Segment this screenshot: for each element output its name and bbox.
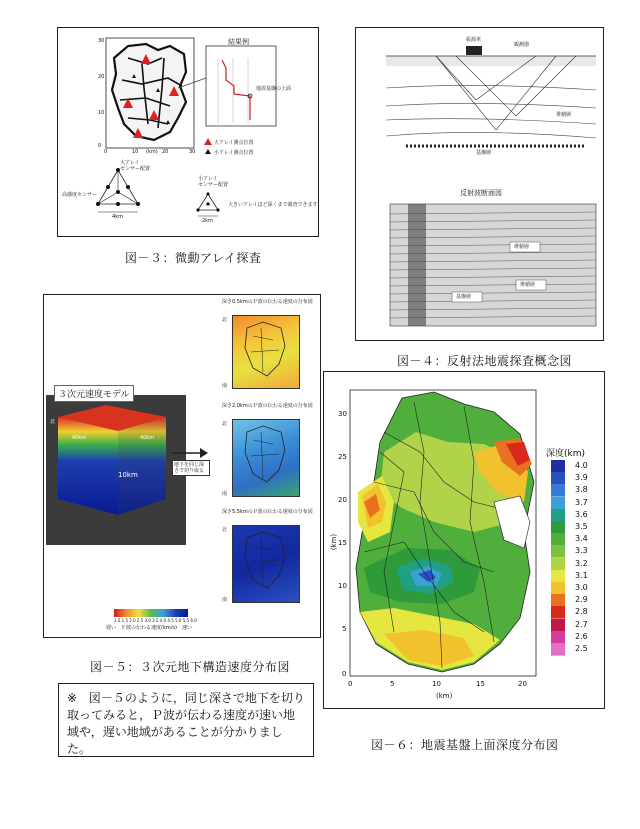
- fig3-large-array-label: 大アレイ センサー配置: [120, 160, 151, 172]
- fig5-map1: [232, 315, 300, 389]
- legend-swatch: [551, 594, 565, 607]
- fig3-small-array-label: 小アレイ センサー配置: [198, 176, 229, 188]
- fig6-legend: [551, 460, 606, 660]
- legend-swatch: [551, 570, 565, 583]
- fig6-caption: 図－６：地震基盤上面深度分布図: [371, 738, 559, 752]
- fig5-south-2: 南: [222, 491, 228, 497]
- legend-label: 3.5: [575, 522, 588, 531]
- fig4-layer1: 堆積層: [556, 112, 572, 118]
- legend-label: 3.3: [575, 546, 588, 556]
- legend-label: 2.6: [575, 631, 588, 641]
- legend-swatch: [551, 484, 565, 497]
- fig3-tick-y3: 30: [98, 38, 105, 44]
- legend-swatch: [551, 558, 565, 571]
- fig5-cut-label: 地下を同じ深さで切り取る: [172, 460, 210, 476]
- fig5-depth-label: 10km: [118, 471, 138, 479]
- fig5-north-1: 北: [222, 317, 228, 323]
- fig6-ytick-25: 25: [338, 453, 347, 461]
- fig5-map3-title: 深さ5.5kmのＰ波の伝わる速度の分布図: [222, 509, 313, 515]
- fig5-scale-label: 遅い Ｐ波の伝わる速度(km/s) 速い: [106, 625, 192, 631]
- legend-swatch: [551, 521, 565, 534]
- fig6-xtick-0: 0: [348, 680, 353, 688]
- fig4-section-title: 反射波断面図: [460, 189, 502, 197]
- legend-label: 3.7: [575, 497, 588, 507]
- fig3-tick-x1: 10: [132, 149, 139, 155]
- fig3-legend-large: 大アレイ測点位置: [214, 140, 254, 146]
- legend-swatch: [551, 619, 565, 632]
- fig5-caption: 図－５：３次元地下構造速度分布図: [90, 660, 291, 674]
- legend-label: 2.9: [575, 595, 588, 605]
- fig5-map2-title: 深さ2.0kmのＰ波の伝わる速度の分布図: [222, 403, 313, 409]
- fig5-north-2: 北: [222, 421, 228, 427]
- legend-swatch: [551, 533, 565, 546]
- fig3-legend-small: 小アレイ測点位置: [214, 150, 254, 156]
- fig3-note: 大きいアレイほど深くまで調査できます: [228, 202, 318, 208]
- fig3-center-label: 高感度センサー: [62, 192, 98, 198]
- fig4-layer2: 基盤層: [476, 150, 492, 156]
- legend-label: 3.6: [575, 509, 588, 519]
- legend-label: 3.4: [575, 534, 588, 544]
- fig4-sec-label1: 堆積層: [514, 244, 530, 250]
- legend-swatch: [551, 472, 565, 485]
- legend-label: 2.5: [575, 644, 588, 653]
- fig4-caption: 図－４：反射法地震探査概念図: [397, 354, 573, 368]
- fig3-tick-x2: 20: [162, 149, 169, 155]
- legend-label: 2.7: [575, 619, 588, 629]
- legend-label: 3.9: [575, 473, 588, 483]
- fig5-scale-bar: [114, 609, 188, 617]
- fig5-cube: [46, 395, 186, 545]
- fig5-scale-ticks: 1.0 1.5 2.0 2.5 3.0 3.5 4.0 4.5 5.0 5.5 6.0: [114, 618, 197, 623]
- fig3-frame: [57, 27, 319, 237]
- fig3-result-title: 結果例: [228, 38, 249, 46]
- fig5-arrow: [172, 447, 208, 459]
- legend-label: 2.8: [575, 607, 588, 617]
- fig6-ytick-15: 15: [338, 539, 347, 547]
- fig6-ytick-0: 0: [342, 670, 347, 678]
- fig6-xtick-5: 5: [390, 680, 395, 688]
- fig3-tick-x0: 0: [104, 149, 108, 155]
- fig3-dim-small: 2km: [202, 218, 213, 224]
- fig5-north-cube: 北: [50, 419, 56, 425]
- fig3-tick-x3: 30: [189, 149, 196, 155]
- fig6-ytick-5: 5: [342, 625, 347, 633]
- fig4-recorder-label: 観測器: [514, 42, 530, 48]
- fig5-model-title: ３次元速度モデル: [54, 385, 134, 402]
- fig3-axis-unit: (km): [146, 149, 158, 155]
- fig5-map2: [232, 419, 300, 497]
- fig4-frame: [355, 27, 604, 341]
- fig5-south-3: 南: [222, 597, 228, 603]
- legend-swatch: [551, 497, 565, 510]
- fig3-tick-y1: 10: [98, 110, 105, 116]
- fig3-boundary-label: 地震基盤の上面: [256, 86, 292, 92]
- legend-swatch: [551, 631, 565, 644]
- fig6-xlabel: (km): [436, 692, 453, 700]
- fig6-frame: [323, 371, 605, 709]
- legend-swatch: [551, 509, 565, 522]
- legend-label: 3.8: [575, 485, 588, 495]
- note-box: [58, 683, 314, 757]
- legend-swatch: [551, 606, 565, 619]
- fig5-north-3: 北: [222, 527, 228, 533]
- fig3-dim-large: 4km: [112, 214, 123, 220]
- fig4-sec-label2: 堆積層: [520, 282, 536, 288]
- fig5-dim1: 40km: [72, 435, 87, 441]
- fig3-tick-y0: 0: [98, 143, 102, 149]
- fig6-ytick-20: 20: [338, 496, 347, 504]
- legend-swatch: [551, 460, 565, 473]
- fig3-caption: 図－３：微動アレイ探査: [125, 251, 262, 265]
- fig6-xtick-15: 15: [476, 680, 485, 688]
- fig4-sec-label3: 基盤層: [456, 294, 472, 300]
- fig6-xtick-10: 10: [432, 680, 441, 688]
- fig5-map3: [232, 525, 300, 603]
- fig6-ytick-10: 10: [338, 582, 347, 590]
- note-mark: ※: [67, 691, 78, 705]
- fig3-tick-y2: 20: [98, 74, 105, 80]
- fig5-south-1: 南: [222, 383, 228, 389]
- fig4-graphic: [356, 28, 603, 340]
- legend-label: 3.0: [575, 583, 588, 592]
- fig6-ylabel: (km): [330, 533, 339, 551]
- fig5-frame: [43, 294, 321, 638]
- fig6-legend-title: 深度(km): [546, 449, 586, 459]
- legend-swatch: [551, 582, 565, 595]
- fig6-ytick-30: 30: [338, 410, 347, 418]
- fig5-dim2: 40km: [140, 435, 155, 441]
- note-text: 図－５のように，同じ深さで地下を切り取ってみると，Ｐ波が伝わる速度が速い地域や，遅い地域があることが分かりました。: [67, 691, 305, 756]
- fig5-map1-title: 深さ0.5kmのＰ波の伝わる速度の分布図: [222, 299, 313, 305]
- legend-label: 4.0: [575, 461, 588, 470]
- legend-swatch: [551, 545, 565, 558]
- legend-label: 3.1: [575, 570, 588, 580]
- legend-label: 3.2: [575, 558, 588, 568]
- legend-swatch: [551, 643, 565, 656]
- fig4-source-label: 振源車: [466, 37, 482, 43]
- fig6-xtick-20: 20: [518, 680, 527, 688]
